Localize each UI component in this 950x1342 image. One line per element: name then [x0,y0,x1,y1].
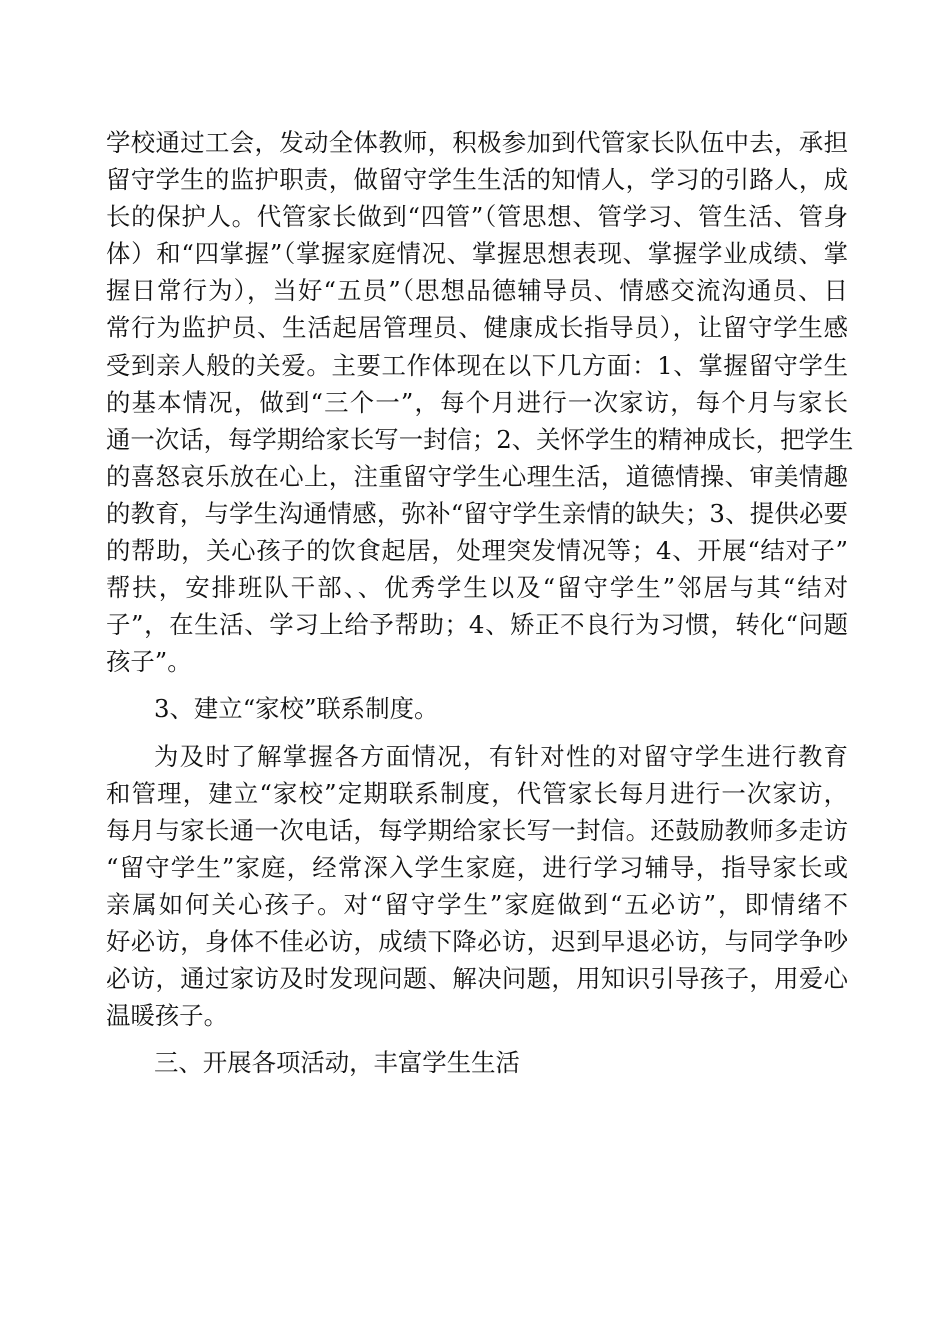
text-line: 子”，在生活、学习上给予帮助；4、矫正不良行为习惯，转化“问题 [106,610,848,640]
text-line: 长的保护人。代管家长做到“四管”（管思想、管学习、管生活、管身 [106,202,848,232]
text-line: 受到亲人般的关爱。主要工作体现在以下几方面：1、掌握留守学生 [106,350,848,380]
text-line: 的教育，与学生沟通情感，弥补“留守学生亲情的缺失；3、提供必要 [106,498,848,528]
text-line: 学校通过工会，发动全体教师，积极参加到代管家长队伍中去，承担 [106,128,848,157]
paragraph-gap [106,728,848,738]
text-line: “留守学生”家庭，经常深入学生家庭，进行学习辅导，指导家长或 [106,852,848,882]
paragraph [106,690,848,727]
text-line: 和管理，建立“家校”定期联系制度，代管家长每月进行一次家访， [106,778,848,808]
text-line: 的基本情况，做到“三个一”，每个月进行一次家访，每个月与家长 [106,387,848,417]
document-body [106,124,854,1081]
text-line: 三、开展各项活动，丰富学生生活 [154,1048,520,1078]
text-line: 握日常行为），当好“五员”（思想品德辅导员、情感交流沟通员、日 [106,276,848,306]
paragraph-gap [106,680,848,690]
paragraph [106,1044,848,1081]
text-line: 帮扶，安排班队干部、、优秀学生以及“留守学生”邻居与其“结对 [106,573,848,603]
text-line: 每月与家长通一次电话，每学期给家长写一封信。还鼓励教师多走访 [106,815,848,845]
text-line: 3、建立“家校”联系制度。 [154,694,439,724]
text-line: 体）和“四掌握”（掌握家庭情况、掌握思想表现、掌握学业成绩、掌 [106,239,848,269]
text-line: 的喜怒哀乐放在心上，注重留守学生心理生活，道德情操、审美情趣 [106,461,848,491]
text-line: 的帮助，关心孩子的饮食起居，处理突发情况等；4、开展“结对子” [106,536,848,566]
text-line: 孩子”。 [106,647,192,677]
text-line: 好必访，身体不佳必访，成绩下降必访，迟到早退必访，与同学争吵 [106,926,848,956]
text-line: 亲属如何关心孩子。对“留守学生”家庭做到“五必访”，即情绪不 [106,889,848,919]
paragraph-gap [106,1034,848,1044]
text-line: 常行为监护员、生活起居管理员、健康成长指导员），让留守学生感 [106,313,848,343]
text-line: 通一次话，每学期给家长写一封信；2、关怀学生的精神成长，把学生 [106,424,854,454]
text-line: 必访，通过家访及时发现问题、解决问题，用知识引导孩子，用爱心 [106,964,848,994]
paragraph [106,124,854,680]
text-line: 温暖孩子。 [106,1001,228,1031]
paragraph [106,738,848,1035]
text-line: 为及时了解掌握各方面情况，有针对性的对留守学生进行教育 [154,741,848,771]
text-line: 留守学生的监护职责，做留守学生生活的知情人，学习的引路人，成 [106,165,848,195]
